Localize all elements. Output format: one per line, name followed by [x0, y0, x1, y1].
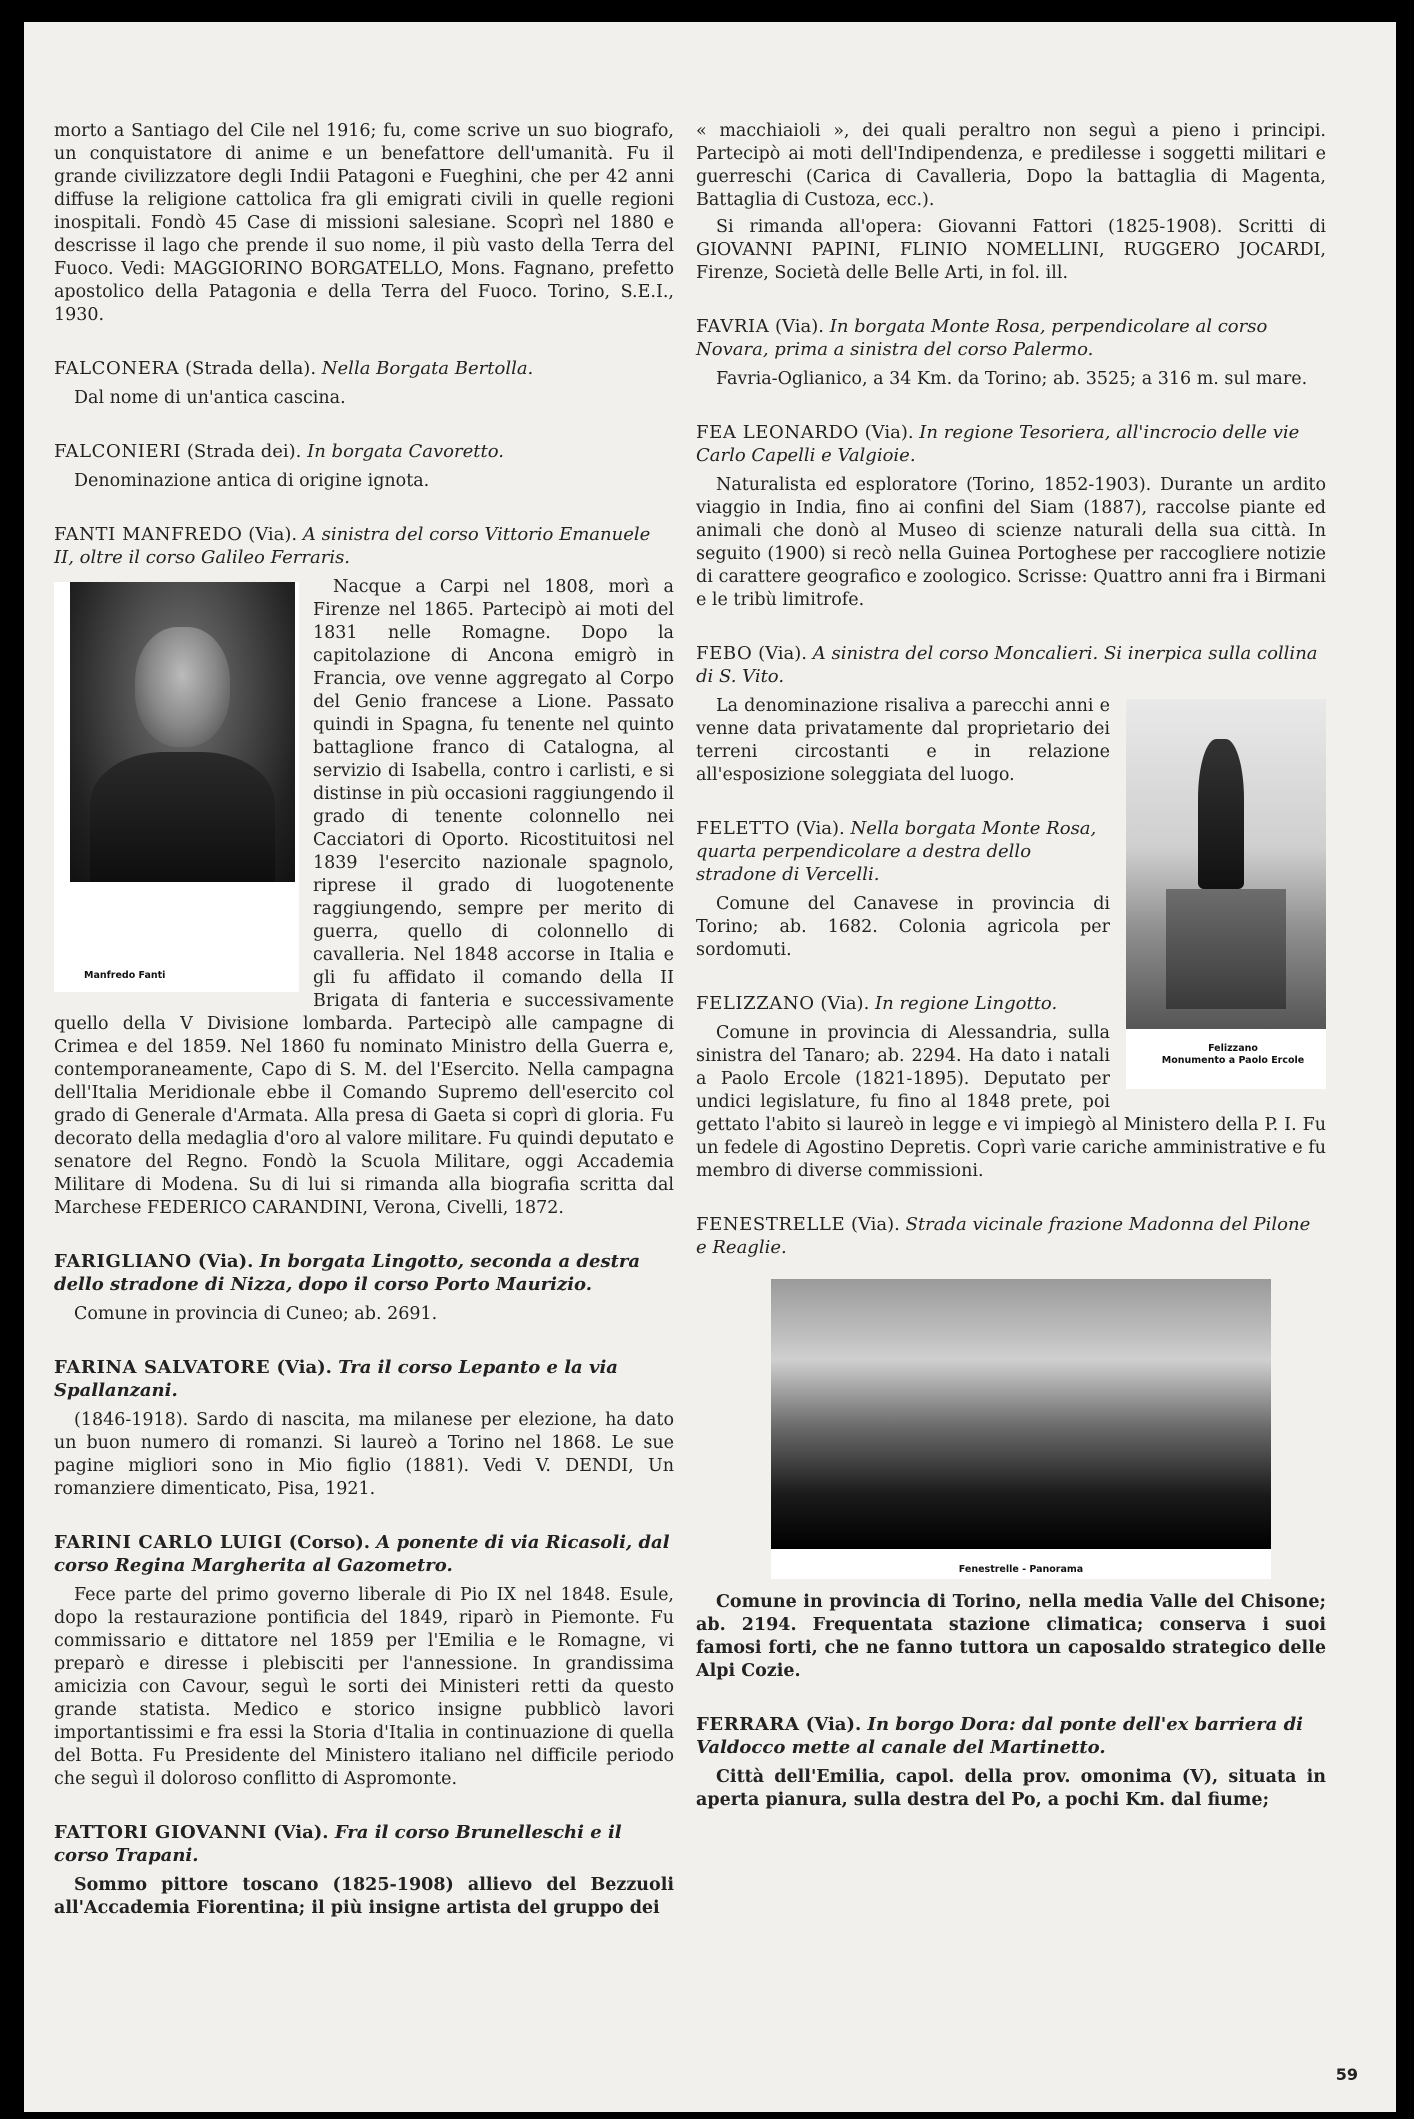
entry-heading	[54, 523, 674, 569]
entry-name: FARINI CARLO LUIGI	[54, 1532, 283, 1553]
entry-text: (1846-1918). Sardo di nascita, ma milanese per elezione, ha dato un buon numero di romanzi. Si laureò a Torino nel 1868. Le sue pagine migliori sono in Mio figlio (1881). Vedi V. DENDI, Un romanziere dimenticato, Pisa, 1921.	[54, 1410, 674, 1499]
entry-location: In borgata Cavoretto.	[307, 441, 504, 462]
photo-caption: Fenestrelle - Panorama	[958, 1564, 1084, 1575]
right-column	[696, 120, 1326, 1842]
entry-text: Dal nome di un'antica cascina.	[74, 388, 346, 408]
entry-text: Comune in provincia di Cuneo; ab. 2691.	[74, 1304, 438, 1324]
entry-type: (Corso).	[288, 1532, 370, 1553]
entry-location: Tra il corso Lepanto e la via Spallanzani.	[54, 1357, 618, 1401]
caption-line: Monumento a Paolo Ercole	[1161, 1055, 1305, 1066]
entry-falconera	[54, 357, 674, 410]
page-number: 59	[1335, 2065, 1358, 2084]
entry-type: (Via).	[864, 422, 914, 443]
entry-location: A sinistra del corso Vittorio Emanuele II, oltre il corso Galileo Ferraris.	[54, 524, 651, 568]
entry-name: FANTI MANFREDO	[54, 524, 243, 545]
entry-type: (Via).	[248, 524, 298, 545]
entry-text: Nacque a Carpi nel 1808, morì a Firenze nel 1865. Partecipò ai moti del 1831 nelle Romagne. Dopo la capitolazione di Ancona emigrò in Francia, ove venne aggregato al Corpo del Genio francese a Lione. Passato quindi in Spagna, fu tenente nel quinto battaglione franco di Catalogna, al servizio di Isabella, contro i carlisti, e si distinse in più occasioni raggiungendo il grado di tenente colonnello nei Cacciatori di Oporto. Ricostituitosi nel 1839 l'esercito nazionale spagnolo, riprese il grado di luogotenente raggiungendo, sempre per merito di guerra, quello di colonnello di cavalleria. Nel 1848 accorse in Italia e gli fu affidato il comando della II Brigata di fanteria e successivamente quello della V Divisione lombarda. Partecipò alle campagne di Crimea e del 1859. Nel 1860 fu nominato Ministro della Guerra e, contemporaneamente, Capo di S. M. del l'Esercito. Nella campagna dell'Italia Meridionale ebbe il Comando Supremo dell'esercito col grado di Generale d'Armata. Alla presa di Gaeta si coprì di gloria. Fu decorato della medaglia d'oro al valore militare. Fu quindi deputato e senatore del Regno. Fondò la Scuola Militare, oggi Accademia Militare di Modena. Su di lui si rimanda alla biografia scritta dal Marchese FEDERICO CARANDINI, Verona, Civelli, 1872.	[54, 577, 674, 1218]
entry-heading	[696, 1713, 1326, 1759]
entry-type: (Strada della).	[184, 358, 317, 379]
entry-farina	[54, 1356, 674, 1501]
entry-name: FARIGLIANO	[54, 1251, 192, 1272]
entry-text: Favria-Oglianico, a 34 Km. da Torino; ab. 3525; a 316 m. sul mare.	[716, 369, 1308, 389]
entry-text: Comune in provincia di Alessandria, sulla sinistra del Tanaro; ab. 2294. Ha dato i natali a Paolo Ercole (1821-1895). Deputato per undici legislature, fu fino al 1848 prete, poi gettato l'abito si laureò in legge e vi impiegò al Ministero della P. I. Fu un fedele di Agostino Depretis. Coprì varie cariche amministrative e fu membro di diverse commissioni.	[696, 1023, 1326, 1181]
entry-farigliano	[54, 1250, 674, 1326]
entry-type: (Via).	[197, 1251, 254, 1272]
entry-text: Denominazione antica di origine ignota.	[74, 471, 430, 491]
entry-name: FALCONIERI	[54, 441, 182, 462]
entry-name: FATTORI GIOVANNI	[54, 1822, 267, 1843]
entry-location: A sinistra del corso Moncalieri. Si inerpica sulla collina di S. Vito.	[696, 643, 1318, 687]
monument-photo-felizzano	[1126, 699, 1326, 1089]
entry-fea	[696, 421, 1326, 612]
entry-text: Comune del Canavese in provincia di Torino; ab. 1682. Colonia agricola per sordomuti.	[696, 894, 1110, 960]
entry-type: (Via).	[820, 993, 870, 1014]
entry-text: Naturalista ed esploratore (Torino, 1852-1903). Durante un ardito viaggio in India, fino ai confini del Siam (1887), raccolse piante ed animali che donò al Museo di scienze naturali della sua città. In seguito (1900) si recò nella Guinea Portoghese per raccogliere notizie di carattere geografico e zoologico. Scrisse: Quattro anni fra i Birmani e le tribù limitrofe.	[696, 475, 1326, 610]
entry-falconieri	[54, 440, 674, 493]
entry-favria	[696, 315, 1326, 391]
photo-caption	[1138, 1043, 1328, 1067]
entry-location: Nella Borgata Bertolla.	[321, 358, 534, 379]
entry-text: Sommo pittore toscano (1825-1908) allievo del Bezzuoli all'Accademia Fiorentina; il più insigne artista del gruppo dei	[54, 1875, 674, 1918]
entry-fattori	[54, 1821, 674, 1920]
entry-name: FEA LEONARDO	[696, 422, 859, 443]
entry-location: In borgata Lingotto, seconda a destra dello stradone di Nizza, dopo il corso Porto Maurizio.	[54, 1251, 641, 1295]
entry-text: Fece parte del primo governo liberale di Pio IX nel 1848. Esule, dopo la restaurazione pontificia del 1849, riparò in Piemonte. Fu commissario e dittatore nel 1859 per l'Emilia e le Romagne, vi preparò e diresse i plebisciti per l'annessione. In grandissima amicizia con Cavour, seguì le sorti dei Ministeri retti da questo grande statista. Medico e storico insigne pubblicò lavori importantissimi e fra essi la Storia d'Italia in continuazione di quella del Botta. Fu Presidente del Ministero italiano nel difficile periodo che seguì il doloroso conflitto di Aspromonte.	[54, 1585, 674, 1789]
entry-name: FARINA SALVATORE	[54, 1357, 271, 1378]
document-page	[24, 22, 1396, 2112]
entry-heading	[696, 315, 1326, 361]
entry-name: FELETTO	[696, 818, 791, 839]
entry-name: FERRARA	[696, 1714, 800, 1735]
entry-name: FALCONERA	[54, 358, 180, 379]
entry-fanti	[54, 523, 674, 1220]
entry-location: Nella borgata Monte Rosa, quarta perpendicolare a destra dello stradone di Vercelli.	[696, 818, 1097, 885]
entry-type: (Via).	[758, 643, 808, 664]
panorama-image	[771, 1279, 1271, 1549]
entry-location: Strada vicinale frazione Madonna del Pilone e Reaglie.	[696, 1214, 1311, 1258]
entry-location: A ponente di via Ricasoli, dal corso Regina Margherita al Gazometro.	[54, 1532, 670, 1576]
entry-location: In regione Lingotto.	[875, 993, 1058, 1014]
fattori-bibliography: Si rimanda all'opera: Giovanni Fattori (1825-1908). Scritti di GIOVANNI PAPINI, FLINIO NOMELLINI, RUGGERO JOCARDI, Firenze, Società delle Belle Arti, in fol. ill.	[696, 217, 1326, 283]
entry-heading	[54, 440, 674, 463]
entry-text: La denominazione risaliva a parecchi anni e venne data privatamente dal proprietario dei terreni circostanti e in relazione all'esposizione soleggiata del luogo.	[696, 696, 1110, 785]
entry-name: FEBO	[696, 643, 753, 664]
entry-heading	[54, 357, 674, 380]
entry-farini	[54, 1531, 674, 1791]
entry-heading	[54, 1821, 674, 1867]
entry-heading	[696, 642, 1326, 688]
entry-type: (Via).	[850, 1214, 900, 1235]
entry-fenestrelle	[696, 1213, 1326, 1683]
entry-type: (Via).	[276, 1357, 332, 1378]
entry-type: (Via).	[805, 1714, 862, 1735]
entry-heading	[696, 1213, 1326, 1259]
portrait-photo-fanti	[54, 582, 299, 992]
fagnano-text: morto a Santiago del Cile nel 1916; fu, come scrive un suo biografo, un conquistatore di anime e un benefattore dell'umanità. Fu il grande civilizzatore degli Indii Patagoni e Fueghini, che per 42 anni diffuse la religione cattolica fra gli emigrati civili in quelle regioni inospitali. Fondò 45 Case di missioni salesiane. Scoprì nel 1880 e descrisse il lago che prende il suo nome, il più vasto della Terra del Fuoco. Vedi: MAGGIORINO BORGATELLO, Mons. Fagnano, prefetto apostolico della Patagonia e della Terra del Fuoco. Torino, S.E.I., 1930.	[54, 121, 674, 325]
entry-type: (Via).	[795, 818, 845, 839]
entry-ferrara	[696, 1713, 1326, 1812]
entry-name: FAVRIA	[696, 316, 770, 337]
panorama-photo-fenestrelle	[771, 1279, 1271, 1579]
entry-heading	[54, 1531, 674, 1577]
entry-type: (Via).	[775, 316, 824, 337]
entry-name: FENESTRELLE	[696, 1214, 846, 1235]
entry-type: (Via).	[273, 1822, 329, 1843]
photo-caption: Manfredo Fanti	[84, 970, 166, 981]
monument-image	[1126, 699, 1326, 1029]
entry-text: Città dell'Emilia, capol. della prov. omonima (V), situata in aperta pianura, sulla destra del Po, a pochi Km. dal fiume;	[696, 1767, 1326, 1810]
caption-line: Felizzano	[1208, 1043, 1258, 1054]
entry-heading	[54, 1356, 674, 1402]
entry-location: In borgo Dora: dal ponte dell'ex barriera di Valdocco mette al canale del Martinetto.	[696, 1714, 1303, 1758]
entry-type: (Strada dei).	[186, 441, 302, 462]
entry-location: Fra il corso Brunelleschi e il corso Trapani.	[54, 1822, 622, 1866]
entry-fagnano-continuation	[54, 120, 674, 327]
entry-name: FELIZZANO	[696, 993, 815, 1014]
entry-heading	[54, 1250, 674, 1296]
entry-location: In regione Tesoriera, all'incrocio delle vie Carlo Capelli e Valgioie.	[696, 422, 1300, 466]
entry-fattori-continuation	[696, 120, 1326, 285]
fattori-text-continued: « macchiaioli », dei quali peraltro non seguì a pieno i principi. Partecipò ai moti dell'Indipendenza, e predilesse i soggetti militari e guerreschi (Carica di Cavalleria, Dopo la battaglia di Magenta, Battaglia di Custoza, ecc.).	[696, 121, 1326, 210]
entry-text: Comune in provincia di Torino, nella media Valle del Chisone; ab. 2194. Frequentata stazione climatica; conserva i suoi famosi forti, che ne fanno tuttora un caposaldo strategico delle Alpi Cozie.	[696, 1592, 1326, 1681]
left-column	[54, 120, 674, 1950]
entry-location: In borgata Monte Rosa, perpendicolare al corso Novara, prima a sinistra del corso Palermo.	[696, 316, 1268, 360]
portrait-image	[70, 582, 295, 882]
entry-heading	[696, 421, 1326, 467]
